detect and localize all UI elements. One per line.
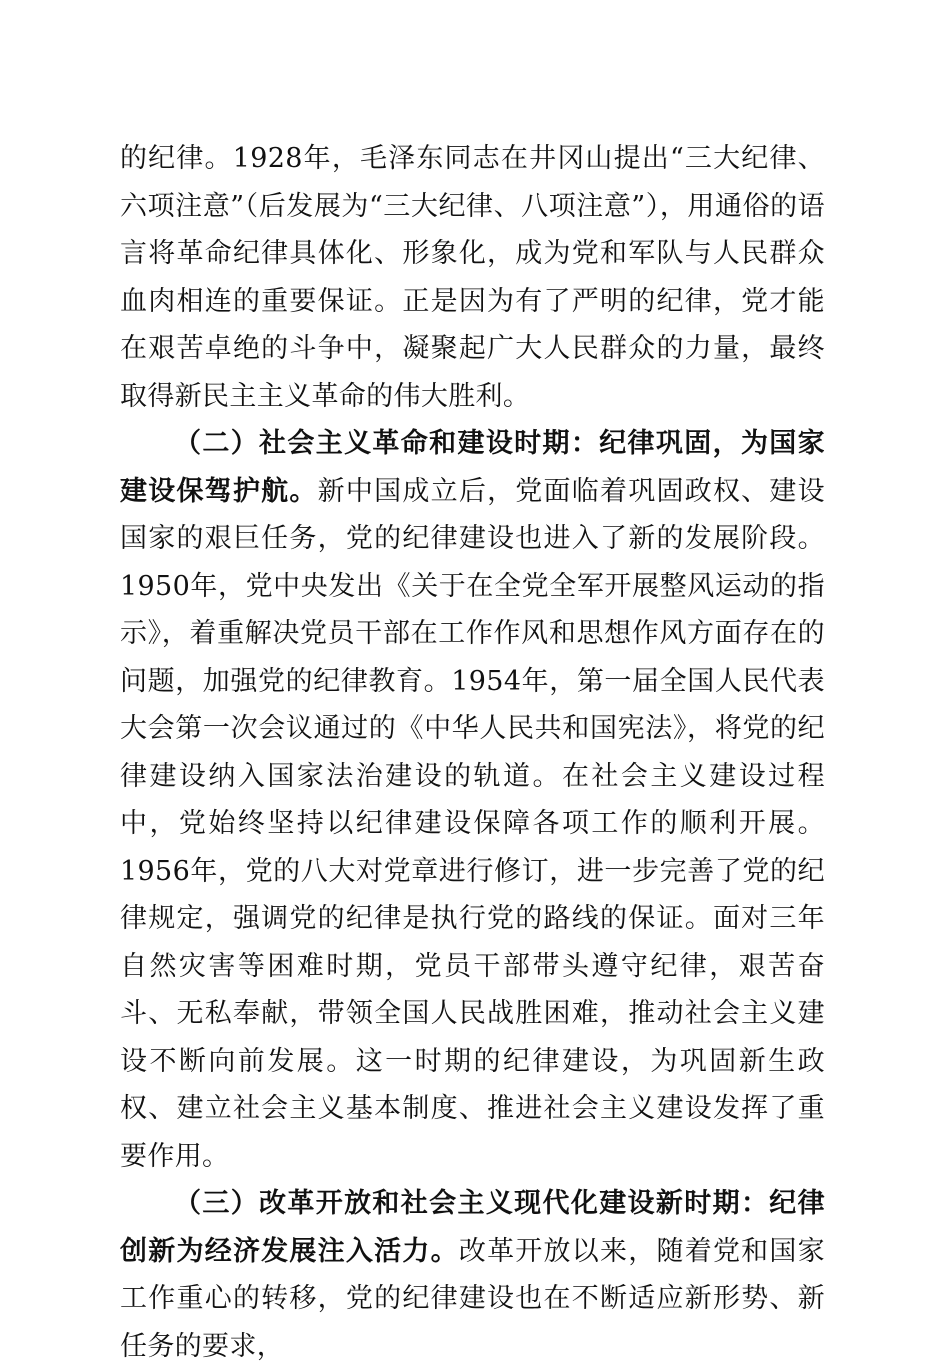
section-heading-2: （二）社会主义革命和建设时期：纪律巩固，为国家建设保驾护航。 bbox=[120, 428, 825, 507]
paragraph-1-body: 的纪律。1928年，毛泽东同志在井冈山提出“三大纪律、六项注意”（后发展为“三大纪律、八项注意”），用通俗的语言将革命纪律具体化、形象化，成为党和军队与人民群众血肉相连的重要保证。正是因为有了严明的纪律，党才能在艰苦卓绝的斗争中，凝聚起广大人民群众的力量，最终取得新民主主义革命的伟大胜利。 bbox=[120, 143, 825, 412]
paragraph-1 bbox=[120, 135, 825, 420]
paragraph-2 bbox=[120, 420, 825, 1180]
section-heading-3: （三）改革开放和社会主义现代化建设新时期：纪律创新为经济发展注入活力。 bbox=[120, 1188, 825, 1267]
document-page bbox=[120, 135, 825, 1370]
paragraph-3 bbox=[120, 1180, 825, 1370]
paragraph-3-body: 改革开放以来，随着党和国家工作重心的转移，党的纪律建设也在不断适应新形势、新任务的要求， bbox=[120, 1235, 825, 1362]
paragraph-2-body: 新中国成立后，党面临着巩固政权、建设国家的艰巨任务，党的纪律建设也进入了新的发展阶段。1950年，党中央发出《关于在全党全军开展整风运动的指示》，着重解决党员干部在工作作风和思想作风方面存在的问题，加强党的纪律教育。1954年，第一届全国人民代表大会第一次会议通过的《中华人民共和国宪法》，将党的纪律建设纳入国家法治建设的轨道。在社会主义建设过程中，党始终坚持以纪律建设保障各项工作的顺利开展。1956年，党的八大对党章进行修订，进一步完善了党的纪律规定，强调党的纪律是执行党的路线的保证。面对三年自然灾害等困难时期，党员干部带头遵守纪律，艰苦奋斗、无私奉献，带领全国人民战胜困难，推动社会主义建设不断向前发展。这一时期的纪律建设，为巩固新生政权、建立社会主义基本制度、推进社会主义建设发挥了重要作用。 bbox=[120, 475, 825, 1172]
